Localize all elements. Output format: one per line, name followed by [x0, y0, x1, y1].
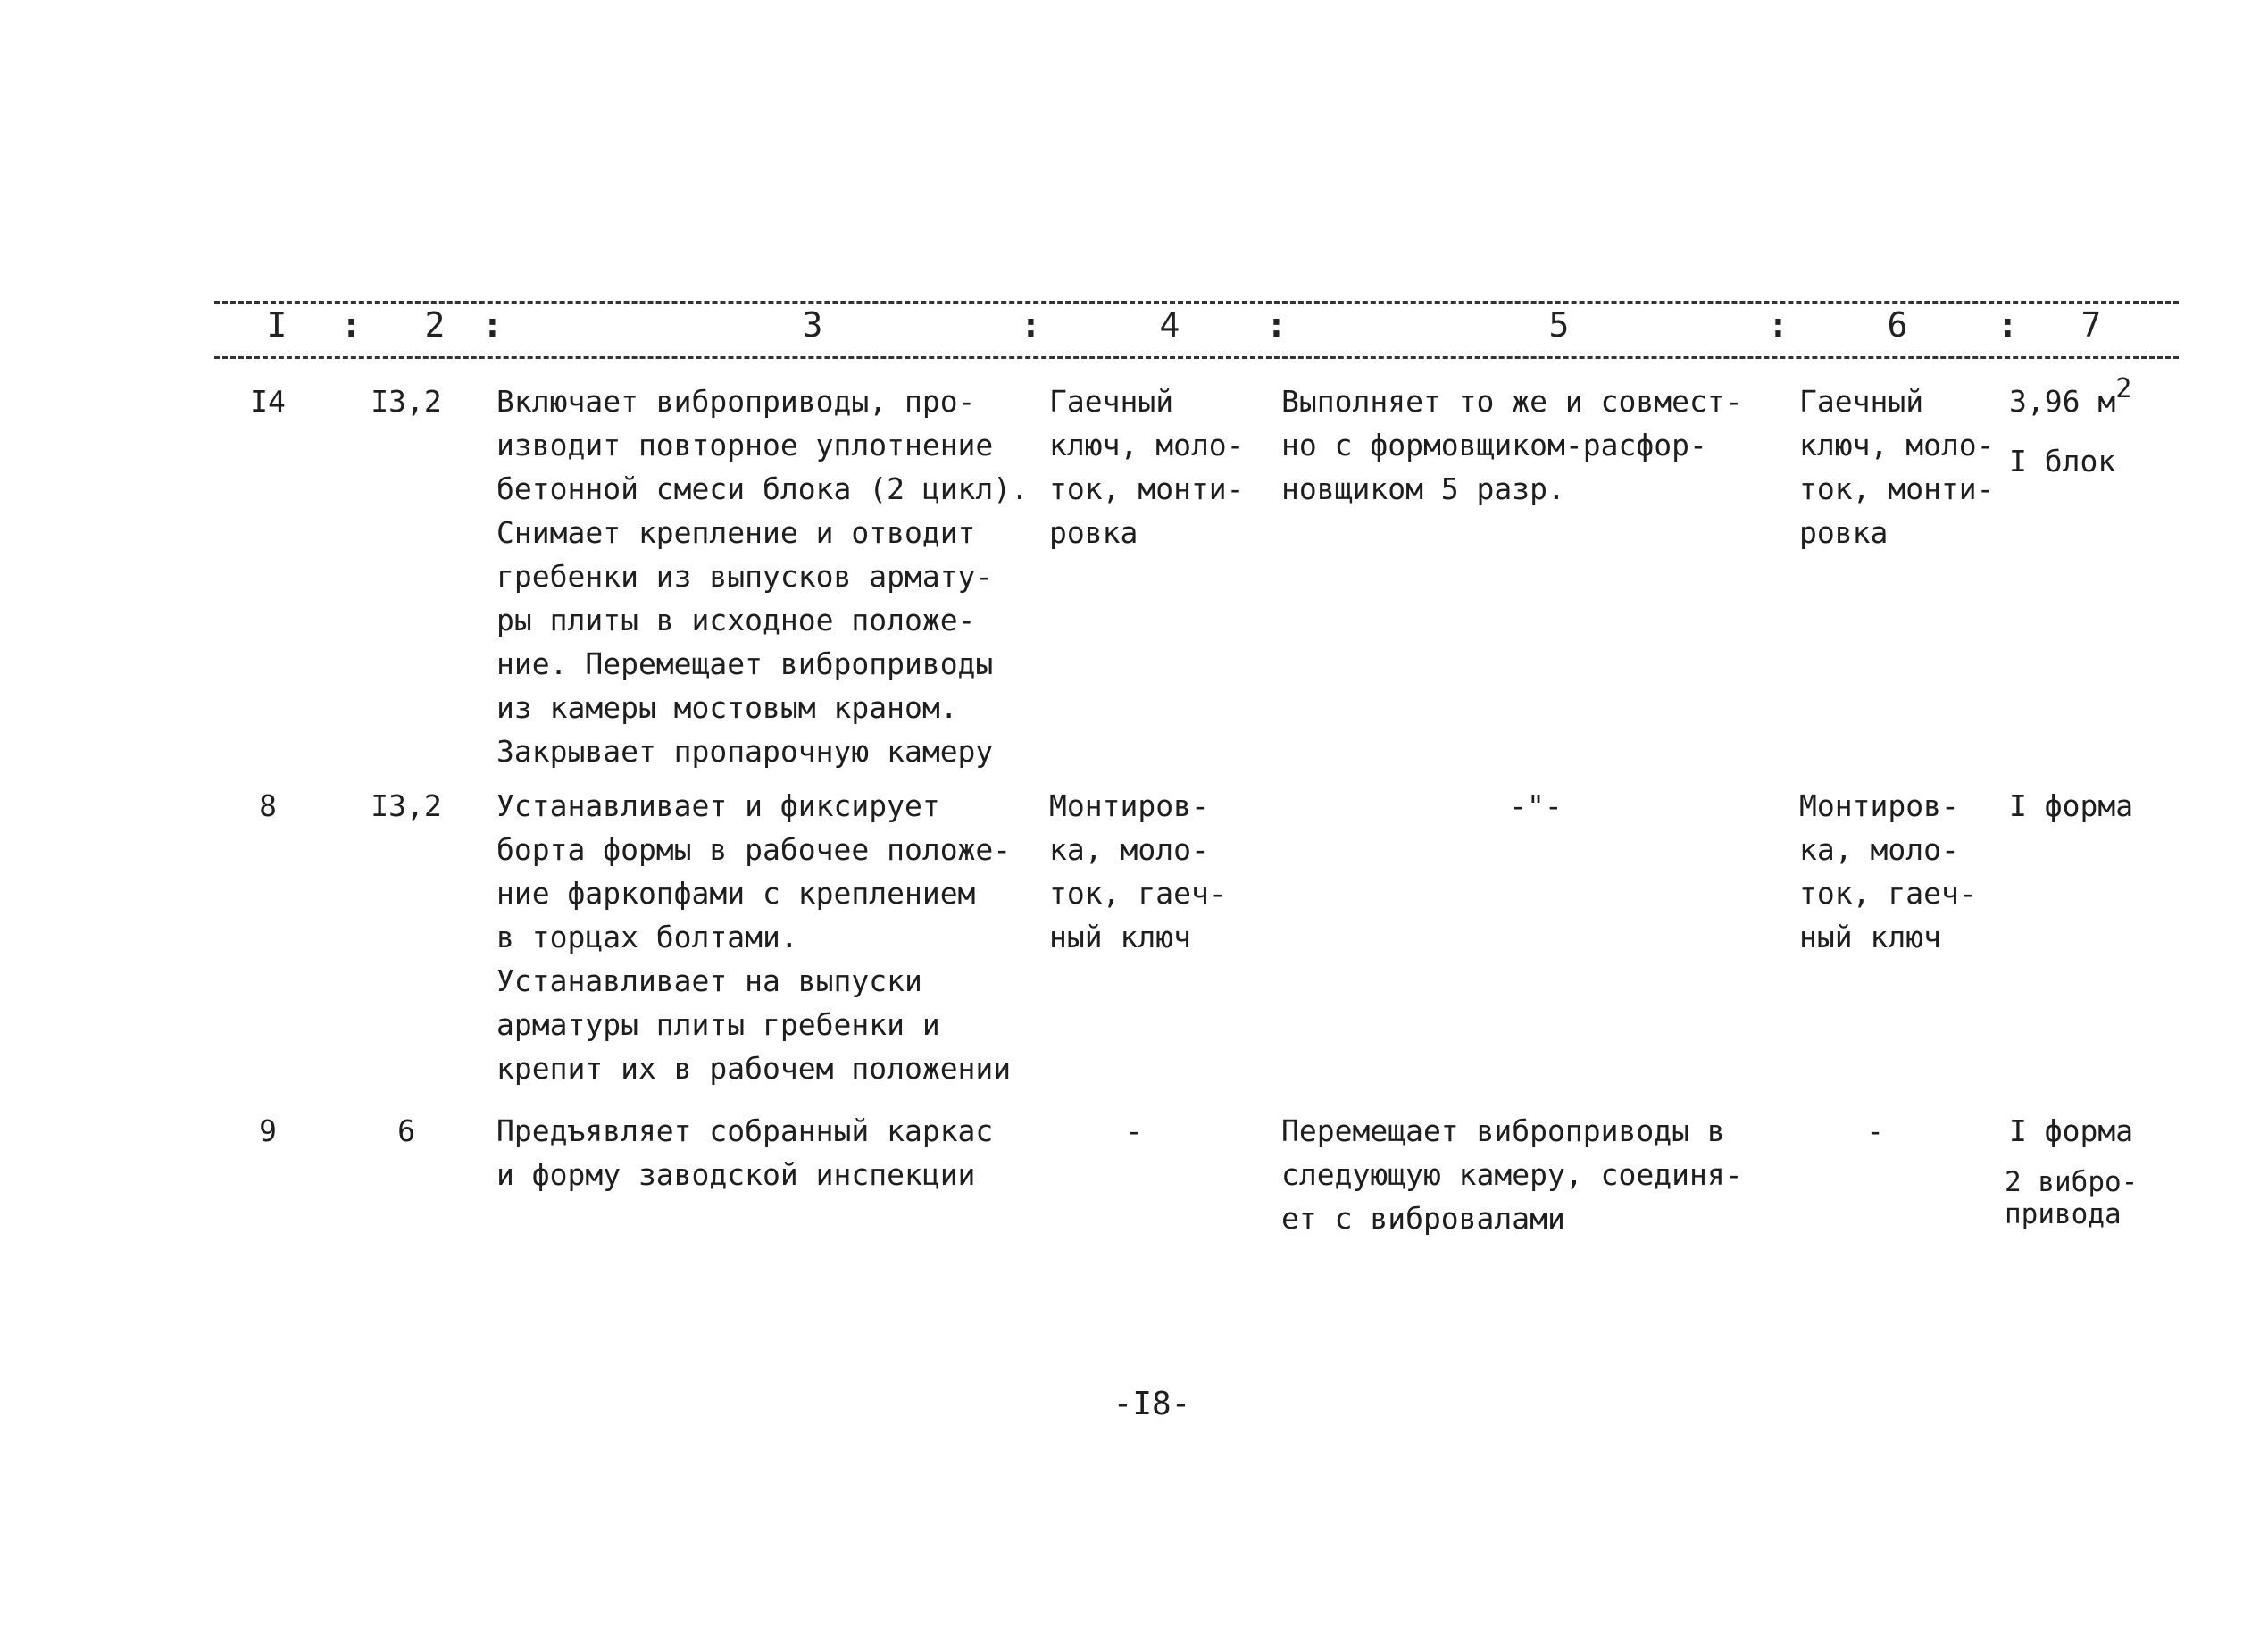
row2-col3-line: в торцах болтами. [496, 920, 798, 954]
col-header-7: 7 [2080, 305, 2102, 345]
row1-col7-unit: I блок [2009, 444, 2116, 479]
row2-col3-line: Устанавливает и фиксирует [496, 788, 940, 823]
row1-col4-line: ток, монти- [1049, 471, 1245, 506]
row1-col4-line: ровка [1049, 515, 1138, 550]
col-header-5: 5 [1548, 305, 1570, 345]
row3-col3-line: Предъявляет собранный каркас [496, 1113, 994, 1148]
row2-col7: I форма [2009, 788, 2134, 823]
row1-col7-superscript: 2 [2115, 373, 2132, 404]
row2-col3-line: Устанавливает на выпуски [496, 963, 922, 998]
row3-col5-line: Перемещает виброприводы в [1281, 1113, 1725, 1148]
row2-col5-ditto: -"- [1509, 788, 1563, 823]
row1-col3-line: из камеры мостовым краном. [496, 690, 958, 725]
col-separator: : [1997, 305, 2018, 345]
row3-col2: 6 [397, 1113, 415, 1148]
row2-col3-line: ние фаркопфами с креплением [496, 876, 976, 911]
col-header-6: 6 [1887, 305, 1908, 345]
row1-col5-line: но с формовщиком-расфор- [1281, 428, 1707, 462]
row1-col3-line: ние. Перемещает виброприводы [496, 646, 994, 681]
row1-col3-line: Включает виброприводы, про- [496, 384, 976, 419]
page-number: -I8- [1113, 1386, 1191, 1422]
row3-col4-dash: - [1125, 1113, 1143, 1148]
row1-col1: I4 [250, 384, 286, 419]
row2-col4-line: Монтиров- [1049, 788, 1209, 823]
col-separator: : [482, 305, 503, 345]
row2-col6-line: Монтиров- [1799, 788, 1959, 823]
row2-col3-line: арматуры плиты гребенки и [496, 1007, 940, 1042]
row1-col5-line: новщиком 5 разр. [1281, 471, 1565, 506]
header-top-rule [214, 301, 2179, 304]
row1-col6-line: ток, монти- [1799, 471, 1995, 506]
row3-col7-note-line: 2 вибро- [2005, 1166, 2139, 1198]
row1-col4-line: ключ, моло- [1049, 428, 1245, 462]
row2-col6-line: ток, гаеч- [1799, 876, 1977, 911]
col-separator: : [1768, 305, 1789, 345]
col-separator: : [1266, 305, 1287, 345]
row1-col4-line: Гаечный [1049, 384, 1174, 419]
row1-col3-line: гребенки из выпусков армату- [496, 559, 994, 594]
row1-col6-line: ровка [1799, 515, 1889, 550]
row2-col6-line: ный ключ [1799, 920, 1941, 954]
row2-col4-line: ный ключ [1049, 920, 1191, 954]
row1-col6-line: ключ, моло- [1799, 428, 1995, 462]
row3-col6-dash: - [1866, 1113, 1884, 1148]
row1-col3-line: Закрывает пропарочную камеру [496, 734, 994, 769]
row1-col3-line: Снимает крепление и отводит [496, 515, 976, 550]
col-header-3: 3 [802, 305, 823, 345]
row2-col6-line: ка, моло- [1799, 832, 1959, 867]
row1-col3-line: бетонной смеси блока (2 цикл). [496, 471, 1030, 506]
row3-col1: 9 [259, 1113, 277, 1148]
row2-col1: 8 [259, 788, 277, 823]
col-header-4: 4 [1159, 305, 1180, 345]
col-separator: : [1021, 305, 1041, 345]
row3-col5-line: следующую камеру, соединя- [1281, 1157, 1743, 1192]
row2-col3-line: борта формы в рабочее положе- [496, 832, 1012, 867]
col-separator: : [341, 305, 362, 345]
row2-col4-line: ка, моло- [1049, 832, 1209, 867]
row3-col7-note-line: привода [2005, 1198, 2122, 1230]
row1-col6-line: Гаечный [1799, 384, 1924, 419]
row1-col3-line: ры плиты в исходное положе- [496, 603, 976, 638]
row3-col3-line: и форму заводской инспекции [496, 1157, 976, 1192]
row1-col2: I3,2 [371, 384, 442, 419]
row3-col5-line: ет с вибровалами [1281, 1201, 1565, 1236]
col-header-1: I [266, 305, 288, 345]
row1-col3-line: изводит повторное уплотнение [496, 428, 994, 462]
row3-col7: I форма [2009, 1113, 2134, 1148]
row2-col3-line: крепит их в рабочем положении [496, 1051, 1012, 1086]
row1-col5-line: Выполняет то же и совмест- [1281, 384, 1743, 419]
row1-col7-value [2009, 373, 2132, 425]
col-header-2: 2 [424, 305, 446, 345]
row2-col2: I3,2 [371, 788, 442, 823]
row1-col7-amount: 3,96 м [2009, 384, 2116, 419]
header-bottom-rule [214, 356, 2179, 359]
row2-col4-line: ток, гаеч- [1049, 876, 1227, 911]
